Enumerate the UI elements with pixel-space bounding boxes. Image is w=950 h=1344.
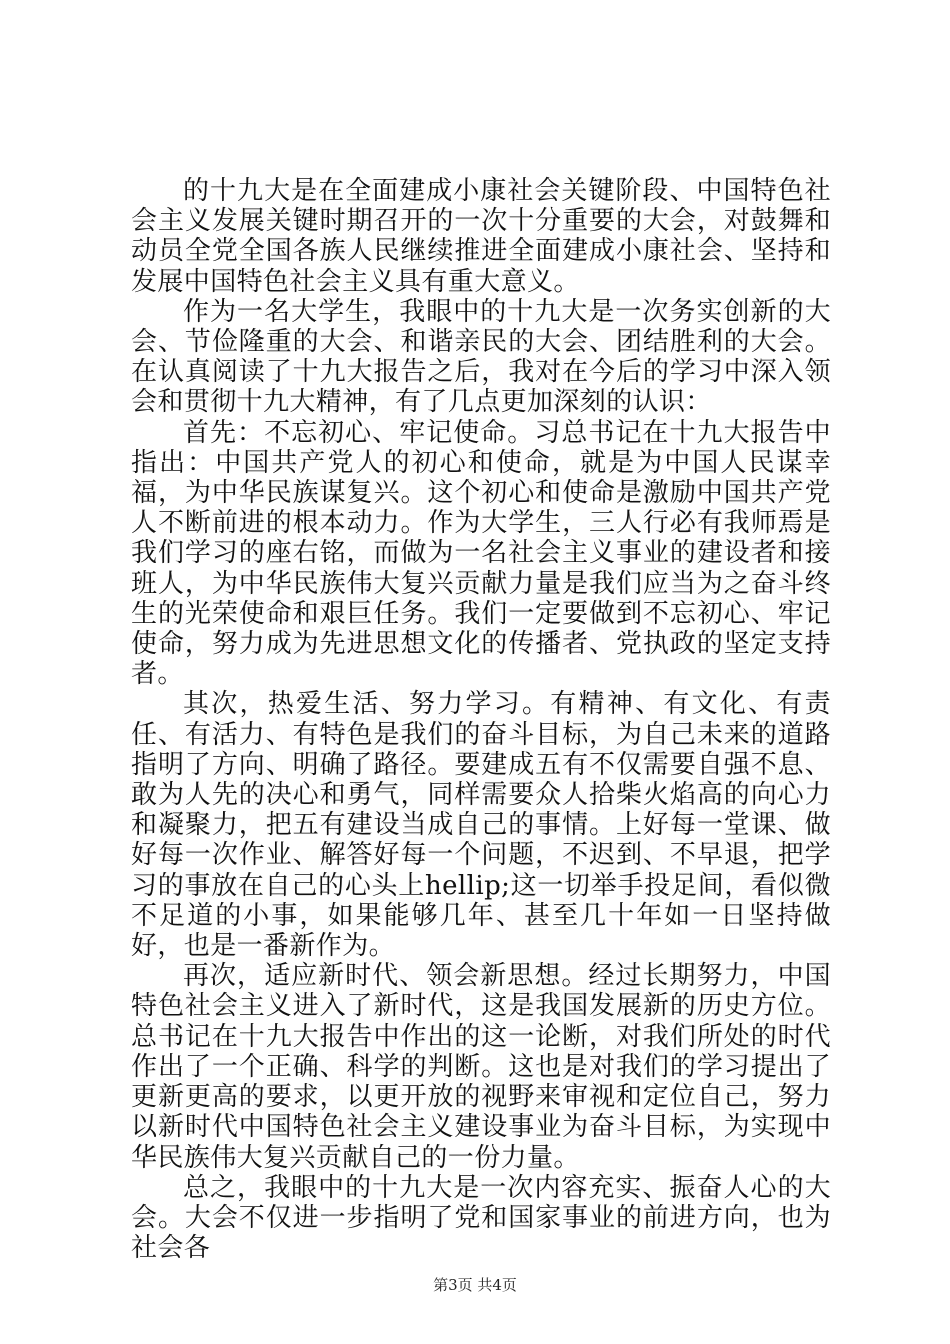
paragraph: 总之，我眼中的十九大是一次内容充实、振奋人心的大会。大会不仅进一步指明了党和国家事业的前进方向，也为社会各 [131,1172,831,1264]
paragraph: 其次，热爱生活、努力学习。有精神、有文化、有责任、有活力、有特色是我们的奋斗目标，为自己未来的道路指明了方向、明确了路径。要建成五有不仅需要自强不息、敢为人先的决心和勇气，同样需要众人拾柴火焰高的向心力和凝聚力，把五有建设当成自己的事情。上好每一堂课、做好每一次作业、解答好每一个问题，不迟到、不早退，把学习的事放在自己的心头上hellip;这一切举手投足间，看似微不足道的小事，如果能够几年、甚至几十年如一日坚持做好，也是一番新作为。 [131,689,831,962]
paragraph: 的十九大是在全面建成小康社会关键阶段、中国特色社会主义发展关键时期召开的一次十分重要的大会，对鼓舞和动员全党全国各族人民继续推进全面建成小康社会、坚持和发展中国特色社会主义具有重大意义。 [131,176,831,297]
document-body [131,176,831,1263]
paragraph: 首先：不忘初心、牢记使命。习总书记在十九大报告中指出：中国共产党人的初心和使命，就是为中国人民谋幸福，为中华民族谋复兴。这个初心和使命是激励中国共产党人不断前进的根本动力。作为大学生，三人行必有我师焉是我们学习的座右铭，而做为一名社会主义事业的建设者和接班人，为中华民族伟大复兴贡献力量是我们应当为之奋斗终生的光荣使命和艰巨任务。我们一定要做到不忘初心、牢记使命，努力成为先进思想文化的传播者、党执政的坚定支持者。 [131,417,831,690]
page-number-footer: 第3页 共4页 [433,1276,517,1294]
paragraph: 作为一名大学生，我眼中的十九大是一次务实创新的大会、节俭隆重的大会、和谐亲民的大会、团结胜利的大会。在认真阅读了十九大报告之后，我对在今后的学习中深入领会和贯彻十九大精神，有了几点更加深刻的认识： [131,296,831,418]
paragraph: 再次，适应新时代、领会新思想。经过长期努力，中国特色社会主义进入了新时代，这是我国发展新的历史方位。总书记在十九大报告中作出的这一论断，对我们所处的时代作出了一个正确、科学的判断。这也是对我们的学习提出了更新更高的要求，以更开放的视野来审视和定位自己，努力以新时代中国特色社会主义建设事业为奋斗目标，为实现中华民族伟大复兴贡献自己的一份力量。 [131,961,831,1173]
